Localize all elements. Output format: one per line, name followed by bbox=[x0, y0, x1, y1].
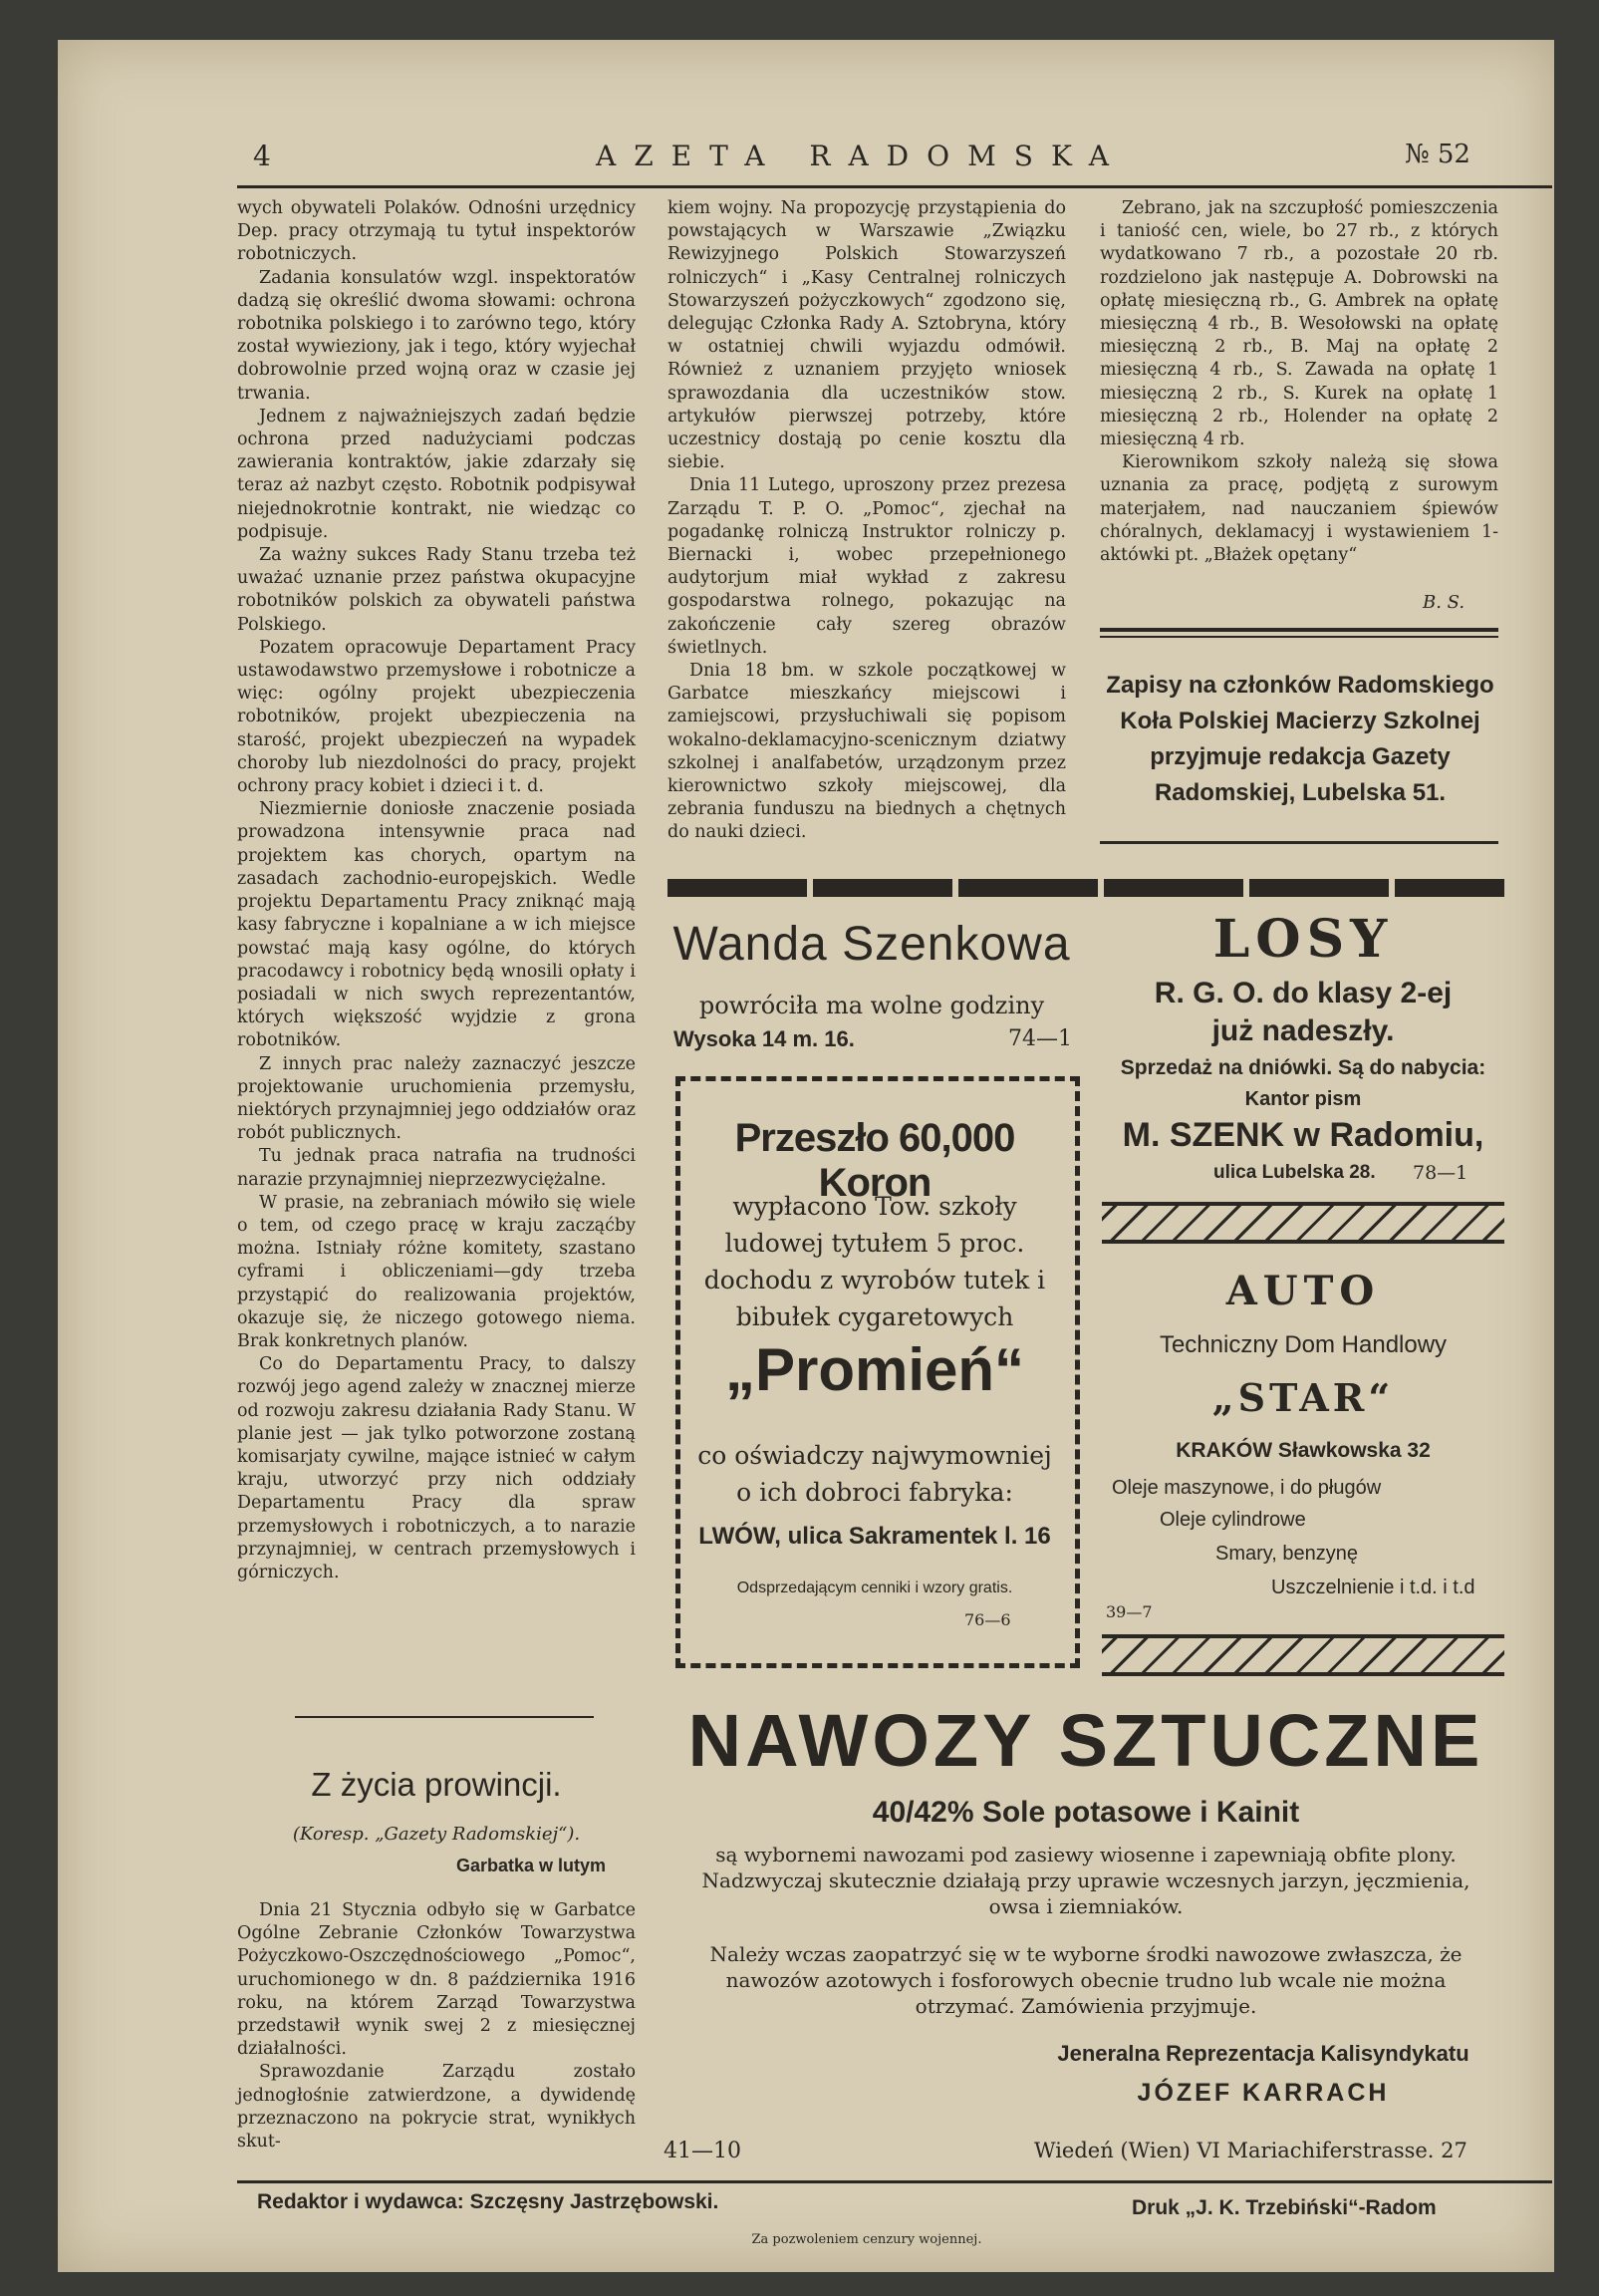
header-rule bbox=[237, 185, 1552, 188]
footer-rule bbox=[237, 2180, 1552, 2183]
ad-promien-code: 76—6 bbox=[964, 1610, 1011, 1629]
paragraph: Dnia 11 Lutego, uproszony przez prezesa Zarządu T. P. O. „Pomoc“, zjechał na pogadankę rolniczą Instruktor rolniczy p. Biernacki i, wobec przepełnionego audytorjum miał wykład z zakresu gospodarstwa rolnego, pokazując na zakończenie cały szereg obrazów świetlnych. bbox=[667, 475, 1066, 658]
school-notice: Zapisy na członków Radomskiego Koła Polskiej Macierzy Szkolnej przyjmuje redakcja Gazety Radomskiej, Lubelska 51. bbox=[1106, 672, 1494, 806]
paragraph: Za ważny sukces Rady Stanu trzeba też uważać uznanie przez państwa okupacyjne robotników polskich za obywateli państwa Polskiego. bbox=[237, 545, 636, 635]
page-number: 4 bbox=[253, 140, 289, 172]
ad-auto-item3: Smary, benzynę bbox=[1215, 1543, 1359, 1565]
column-1 bbox=[237, 197, 636, 1584]
ad-nawozy-person: JÓZEF KARRACH bbox=[1137, 2079, 1390, 2107]
ad-losy-firm: M. SZENK w Radomiu, bbox=[1122, 1116, 1484, 1154]
ad-losy-line3: Sprzedaż na dniówki. Są do nabycia: bbox=[1120, 1056, 1486, 1079]
footer-printer: Druk „J. K. Trzebiński“-Radom bbox=[1132, 2196, 1437, 2219]
paragraph: Jednem z najważniejszych zadań będzie ochrona przed nadużyciami podczas zawierania kontraktów, jakie zdarzały się teraz aż nazbyt często. Robotnik podpisywał niejednokrotnie kontrakt, nie wiedząc co podpisuje. bbox=[237, 406, 636, 542]
ad-auto-item4: Uszczelnienie i t.d. i t.d bbox=[1271, 1577, 1475, 1598]
ad-auto-brand: „STAR“ bbox=[1211, 1375, 1395, 1420]
ad-nawozy-code: 41—10 bbox=[664, 2139, 741, 2163]
paragraph: Dnia 21 Stycznia odbyło się w Garbatce Ogólne Zebranie Członków Towarzystwa Pożyczkowo-Oszczędnościowego „Pomoc“, uruchomionego w dn. 8 października 1916 roku, na którem Zarząd Towarzystwa przedstawił wynik swej 2 z miesięcznej działalności. bbox=[237, 1900, 636, 2060]
paragraph: wych obywateli Polaków. Odnośni urzędnicy Dep. pracy otrzymają tu tytuł inspektorów robotniczych. bbox=[237, 198, 636, 265]
paragraph: Zadania konsulatów wzgl. inspektoratów dadzą się określić dwoma słowami: ochrona robotnika polskiego i to zarówno tego, który został wywieziony, jak i tego, który wyjechał dobrowolnie przed wojną oraz w czasie jej trwania. bbox=[237, 267, 636, 404]
ad-auto-line1: Techniczny Dom Handlowy bbox=[1159, 1331, 1448, 1358]
ad-losy-street: ulica Lubelska 28. bbox=[1213, 1162, 1376, 1183]
ad-wanda-name: Wanda Szenkowa bbox=[672, 918, 1071, 971]
paragraph: Kierownikom szkoły należą się słowa uznania za pracę, podjętą z surowym materjałem, nad nauczaniem śpiewów chóralnych, deklamacyj i wystawieniem 1-aktówki pt. „Błażek opętany“ bbox=[1100, 452, 1498, 566]
ad-nawozy-text2: Należy wczas zaopatrzyć się w te wyborne środki nawozowe zwłaszcza, że nawozów azotowych i fosforowych obecnie trudno lub wcale nie można otrzymać. Zamówienia przyjmuje. bbox=[709, 1942, 1463, 2018]
paragraph: Zebrano, jak na szczupłość pomieszczenia i taniość cen, wiele, bo 27 rb., z których wydatkowano 7 rb., a pozostałe 20 rb. rozdzielono jak następuje A. Dobrowski na opłatę miesięczną rb., G. Ambrek na opłatę miesięczną 4 rb., B. Wesołowski na opłatę miesięczną 2 rb., B. Maj na opłatę 2 miesięczną 4 rb., S. Zawada na opłatę 1 miesięczną 2 rb., S. Kurek na opłatę 1 miesięczną 2 rb., Holender na opłatę 2 miesięczną 4 rb. bbox=[1100, 198, 1498, 450]
signature: B. S. bbox=[1423, 592, 1466, 613]
ad-nawozy-text1: są wybornemi nawozami pod zasiewy wiosenne i zapewniają obfite plony. Nadzwyczaj skutecznie działają przy uprawie wczesnych jarzyn, jęczmienia, owsa i ziemniaków. bbox=[701, 1843, 1470, 1918]
ad-auto-item2: Oleje cylindrowe bbox=[1160, 1509, 1306, 1531]
paragraph: Sprawozdanie Zarządu zostało jednogłośnie zatwierdzone, a dywidendę przeznaczono na pokrycie strat, wynikłych skut- bbox=[237, 2062, 636, 2152]
paragraph: Dnia 18 bm. w szkole początkowej w Garbatce mieszkańcy miejscowi i zamiejscowi, przysłuchiwali się popisom wokalno-deklamacyjno-scenicznym dziatwy szkolnej i analfabetów, urządzonym przez kierownictwo szkoły miejscowej, dla zebrania funduszu na biednych a chętnych do nauki dzieci. bbox=[667, 661, 1066, 843]
ad-auto-code: 39—7 bbox=[1106, 1602, 1153, 1621]
ad-losy-title: LOSY bbox=[1212, 909, 1394, 970]
ad-nawozy-address: Wiedeń (Wien) VI Mariachiferstrasse. 27 bbox=[1034, 2139, 1467, 2162]
paragraph: Niezmiernie doniosłe znaczenie posiada prowadzona intensywnie praca nad projektem kas chorych, opartym na zasadach zachodnio-europejskich. Wedle projektu Departamentu Pracy zniknąć mają kasy fabryczne i kopalniane a w ich miejsce powstać mają kasy ogólne, do których pracodawcy i robotnicy będą wnosili opłaty i posiadali w nich swych reprezentantów, których większość wyjdzie z grona robotników. bbox=[237, 799, 636, 1051]
issue-number: № 52 bbox=[1405, 140, 1470, 169]
ad-promien-brand: „Promień“ bbox=[724, 1336, 1025, 1403]
ad-promien-note: Odsprzedającym cenniki i wzory gratis. bbox=[736, 1579, 1013, 1596]
ad-losy-line2: już nadeszły. bbox=[1211, 1014, 1395, 1047]
section-divider bbox=[295, 1716, 594, 1718]
ad-losy-line4: Kantor pism bbox=[1244, 1088, 1362, 1110]
rule bbox=[1100, 628, 1498, 632]
ad-auto-address: KRAKÓW Sławkowska 32 bbox=[1176, 1439, 1431, 1462]
rule bbox=[1100, 636, 1498, 638]
column-1-section bbox=[237, 1899, 636, 2153]
ad-nawozy-title: NAWOZY SZTUCZNE bbox=[687, 1699, 1484, 1782]
ad-wanda-code: 74—1 bbox=[1008, 1026, 1072, 1051]
paragraph: Co do Departamentu Pracy, to dalszy rozwój jego agend zależy w znacznej mierze od rozwoju zakresu działania Rady Stanu. W planie jest — jak tylko potworzone zostaną komisarjaty cywilne, mające istnieć w całym kraju, utworzyć przy nich oddziały Departamentu Pracy dla spraw przemysłowych i robotniczych, a to narazie przynajmniej, w centrach przemysłowych i górniczych. bbox=[237, 1354, 636, 1582]
paragraph: kiem wojny. Na propozycję przystąpienia do powstających w Warszawie „Związku Rewizyjnego Polskich Stowarzyszeń rolniczych“ i „Kasy Centralnej rolniczych Stowarzyszeń pożyczkowych“ zgodzono się, delegując Członka Rady A. Sztobryna, który w ostatniej chwili wyjazdu odmówił. Również z uznaniem przyjęto wniosek sprawozdania dla uczestników stow. artykułów pierwszej potrzeby, które uczestnicy dostają po cenie kosztu dla siebie. bbox=[667, 198, 1066, 473]
ad-promien-headline: Przeszło 60,000 Koron bbox=[734, 1116, 1015, 1205]
decorative-border bbox=[1102, 1634, 1504, 1676]
ad-nawozy-subtitle: 40/42% Sole potasowe i Kainit bbox=[872, 1796, 1300, 1829]
section-place: Garbatka w lutym bbox=[456, 1856, 607, 1875]
paragraph: Pozatem opracowuje Departament Pracy ustawodawstwo przemysłowe i robotnicze a więc: ogólny projekt ubezpieczenia robotników, projekt ubezpieczenia na starość, projekt ubezpieczeń na wypadek choroby lub niezdolności do pracy, projekt ochrony pracy kobiet i dzieci i t. d. bbox=[237, 637, 636, 797]
rule bbox=[1100, 841, 1498, 844]
ad-separator-bar bbox=[667, 879, 1504, 897]
newspaper-page bbox=[58, 40, 1554, 2272]
decorative-border bbox=[1102, 1202, 1504, 1244]
ad-nawozy-rep: Jeneralna Reprezentacja Kalisyndykatu bbox=[1057, 2041, 1469, 2066]
paragraph: W prasie, na zebraniach mówiło się wiele o tem, od czego pracę w kraju zacząćby można. Istniały różne komitety, szastano cyframi i obliczeniami—gdy trzeba przystąpić do realizowania projektów, okazuje się, że niczego gotowego niema. Brak konkretnych planów. bbox=[237, 1192, 636, 1351]
paragraph: Tu jednak praca natrafia na trudności narazie przynajmniej nieprzezwyciężalne. bbox=[237, 1146, 636, 1190]
ad-losy-line1: R. G. O. do klasy 2-ej bbox=[1154, 977, 1453, 1009]
section-source: (Koresp. „Gazety Radomskiej“). bbox=[292, 1824, 581, 1845]
ad-wanda-line: powróciła ma wolne godziny bbox=[698, 992, 1045, 1019]
section-title: Z życia prowincji. bbox=[311, 1766, 562, 1803]
column-3 bbox=[1100, 197, 1498, 567]
ad-losy-code: 78—1 bbox=[1413, 1162, 1468, 1184]
ad-promien-address: LWÓW, ulica Sakramentek l. 16 bbox=[698, 1523, 1051, 1550]
footer-censor: Za pozwoleniem cenzury wojennej. bbox=[751, 2232, 982, 2247]
column-2 bbox=[667, 197, 1066, 845]
ad-auto-title: AUTO bbox=[1225, 1268, 1381, 1314]
ad-promien-text: wypłacono Tow. szkoły ludowej tytułem 5 proc. dochodu z wyrobów tutek i bibułek cygaretowych bbox=[703, 1192, 1046, 1331]
ad-auto-item1: Oleje maszynowe, i do pługów bbox=[1112, 1477, 1382, 1499]
ad-promien-text2: co oświadczy najwymowniej o ich dobroci fabryka: bbox=[697, 1441, 1052, 1507]
newspaper-title: AZETA RADOMSKA bbox=[596, 140, 1127, 172]
paragraph: Z innych prac należy zaznaczyć jeszcze projektowanie uruchomienia przemysłu, niektórych przynajmniej jego oddziałów oraz robót publicznych. bbox=[237, 1053, 636, 1144]
footer-editor: Redaktor i wydawca: Szczęsny Jastrzębowski. bbox=[257, 2190, 719, 2213]
ad-wanda-address: Wysoka 14 m. 16. bbox=[673, 1026, 855, 1051]
